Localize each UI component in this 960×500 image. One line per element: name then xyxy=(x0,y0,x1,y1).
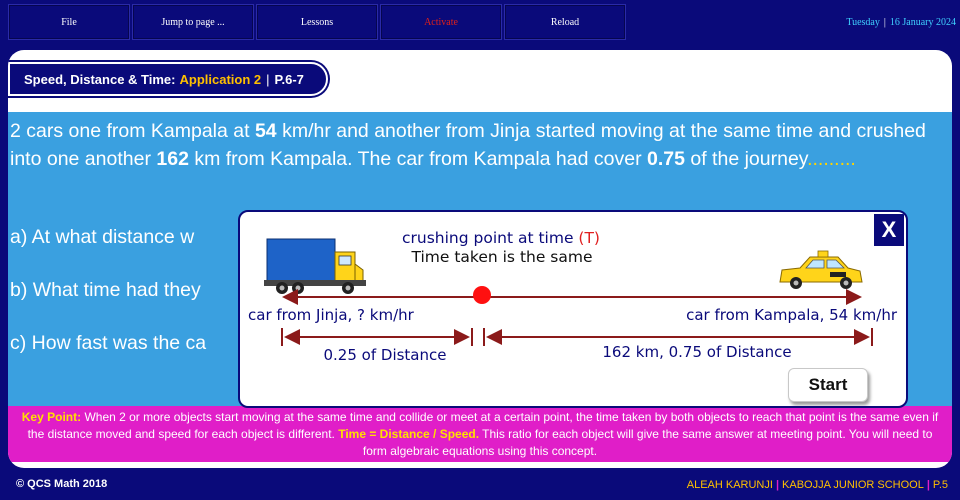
credits-separator-1: | xyxy=(775,479,780,491)
date-separator: | xyxy=(883,16,886,28)
sub-question-c: c) How fast was the ca xyxy=(10,332,207,354)
title-prefix: Speed, Distance & Time: xyxy=(24,71,176,87)
nav-lessons-button[interactable]: Lessons xyxy=(256,4,378,40)
grade-label: P.5 xyxy=(932,479,948,491)
sub-question-b: b) What time had they xyxy=(10,279,201,301)
author-name: ALEAH KARUNJI xyxy=(686,479,773,491)
date-full: 16 January 2024 xyxy=(889,16,956,28)
key-point-label: Key Point: xyxy=(21,410,82,424)
title-application: Application 2 xyxy=(179,71,262,87)
question-part-1: 2 cars one from Kampala at xyxy=(10,120,255,142)
title-separator: | xyxy=(266,71,270,87)
taxi-icon xyxy=(780,251,862,289)
close-popup-button[interactable]: X xyxy=(874,214,904,246)
diagram-popup xyxy=(238,210,908,408)
right-distance-label: 162 km, 0.75 of Distance xyxy=(602,343,792,361)
question-part-3: km from Kampala. The car from Kampala had cover xyxy=(188,147,647,170)
crushing-point-dot xyxy=(473,286,491,304)
nav-file-button[interactable]: File xyxy=(8,4,130,40)
key-point-text-1: When 2 or more objects start moving at the same time and collide or meet at a certain point, the time taken by both objects to reach that point is the same even if the distance moved and speed for each object is different. xyxy=(27,410,939,441)
sub-question-a: a) At what distance w xyxy=(10,226,195,248)
school-name: KABOJJA JUNIOR SCHOOL xyxy=(782,479,924,491)
truck-icon xyxy=(264,239,366,294)
copyright-text: © QCS Math 2018 xyxy=(16,478,108,490)
page-title xyxy=(8,62,328,96)
question-part-4: of the journey xyxy=(684,147,808,170)
crushing-point-label: crushing point at time (T) xyxy=(402,229,600,247)
key-point-formula: Time = Distance / Speed. xyxy=(338,427,480,441)
nav-reload-button[interactable]: Reload xyxy=(504,4,626,40)
question-distance: 162 xyxy=(156,147,189,170)
key-point-box xyxy=(8,406,952,462)
date-day: Tuesday xyxy=(846,16,880,28)
question-dots: ......... xyxy=(807,147,856,170)
question-text xyxy=(10,118,945,173)
title-page: P.6-7 xyxy=(274,71,304,87)
left-distance-label: 0.25 of Distance xyxy=(323,346,447,364)
credits-separator-2: | xyxy=(926,479,930,491)
key-point-text-2: This ratio for each object will give the same answer at meeting point. You will need to form algebraic equations using this concept. xyxy=(362,427,933,458)
kampala-car-label: car from Kampala, 54 km/hr xyxy=(686,306,897,324)
start-button[interactable]: Start xyxy=(788,368,868,402)
date-display xyxy=(846,4,956,40)
credits-text xyxy=(687,479,948,491)
question-speed: 54 xyxy=(254,120,277,142)
nav-activate-button[interactable]: Activate xyxy=(380,4,502,40)
question-part-2: km/hr and another from Jinja started moving at the same time and crushed into one another xyxy=(10,120,926,170)
time-same-label: Time taken is the same xyxy=(411,248,593,266)
question-fraction: 0.75 xyxy=(647,147,685,170)
nav-jump-to-page-button[interactable]: Jump to page ... xyxy=(132,4,254,40)
top-nav xyxy=(8,4,628,40)
jinja-car-label: car from Jinja, ? km/hr xyxy=(248,306,414,324)
